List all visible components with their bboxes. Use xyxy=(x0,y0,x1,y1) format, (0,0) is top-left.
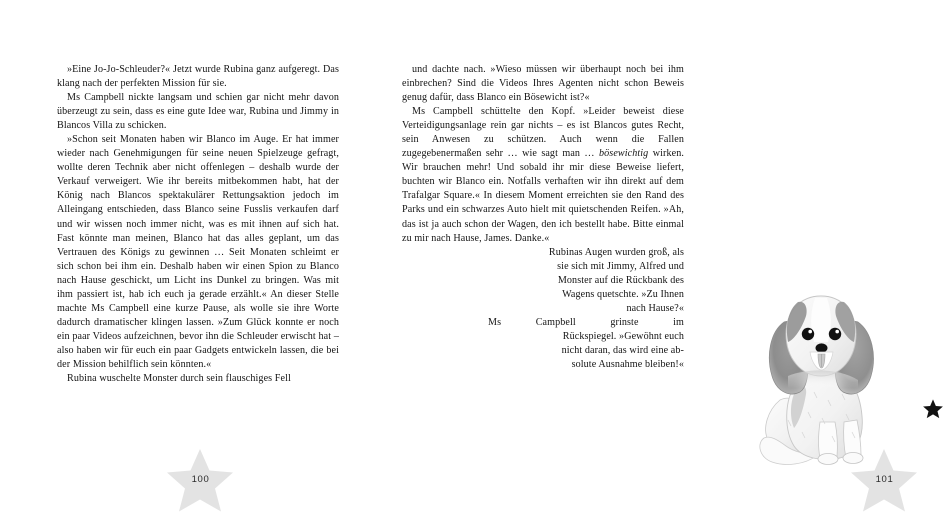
page-number-right: 101 xyxy=(875,473,894,485)
word: Ms xyxy=(488,316,502,328)
wrapped-line: nach Hause?« xyxy=(626,302,684,314)
wrapped-line: Rubinas Augen wurden groß, als xyxy=(548,246,684,258)
paragraph-part-a: Ms Campbell schüttelte den Kopf. »Leider beweist diese Verteidigungsanlage rein gar nichts – es ist Blancos gutes Recht, sein Anwesen zu schützen. Auch wenn die Fallen zugegebenermaßen sehr … wie sagt man … xyxy=(402,106,684,160)
ornament-star-icon xyxy=(922,398,944,420)
word: grinste xyxy=(610,316,639,328)
wrapped-line: solute Ausnahme bleiben!« xyxy=(571,358,684,370)
wrapped-line: sie sich mit Jimmy, Alfred und xyxy=(557,260,684,272)
paragraph: »Eine Jo-Jo-Schleuder?« Jetzt wurde Rubina ganz aufgeregt. Das klang nach der perfekten Mission für sie. xyxy=(57,64,339,90)
page-number-badge-right xyxy=(847,443,921,517)
paragraph: und dachte nach. »Wieso müssen wir überhaupt noch bei ihm einbrechen? Sind die Videos Ihres Agenten nicht schon Beweis genug dafür, dass Blanco ein Bösewicht ist?« xyxy=(402,64,684,104)
wrapped-line: Monster auf die Rückbank des xyxy=(557,274,684,286)
page-number-badge-left xyxy=(163,443,237,517)
dog-eye-left xyxy=(802,328,814,340)
paragraph: Rubina wuschelte Monster durch sein flauschiges Fell xyxy=(67,373,291,385)
dog-eye-right xyxy=(829,328,841,340)
page-left xyxy=(0,0,360,509)
emphasis-word: bösewichtig xyxy=(599,148,649,160)
page-right xyxy=(360,0,894,509)
paragraph xyxy=(402,105,684,245)
wrapped-line: Wagens quetschte. »Zu Ihnen xyxy=(562,288,684,300)
paragraph: »Schon seit Monaten haben wir Blanco im Auge. Er hat immer wieder nach Genehmigungen für seine neuen Spielzeuge gefragt, wollte deren Technik aber nicht offenlegen – deshalb wurde der Verkauf verweigert. Wie ihr bereits mitbekommen habt, hat der König nach Blancos spektakulärer Rettungsaktion jedoch im Alleingang entschieden, dass Blanco seine Fusslis verkaufen darf und wir wissen noch immer nicht, was es mit ihnen auf sich hat. Fast könnte man meinen, Blanco hat das alles geplant, um das Vertrauen des Königs zu gewinnen … Seit Monaten schleimt er sich schon bei ihm ein. Deshalb haben wir einen Spion zu Blanco nach Hause geschickt, um Licht ins Dunkel zu bringen. Was mit ihm passiert ist, hab ich euch ja gerade erzählt.« An dieser Stelle machte Ms Campbell eine kurze Pause, als wolle sie ihre Worte dadurch dramatischer klingen lassen. »Zum Glück konnte er noch ein paar Videos aufzeichnen, bevor ihn die Schleuder erwischt hat – also haben wir für euch ein paar Gadgets entwickeln lassen, die bei der Mission behilflich sein könnten.« xyxy=(57,134,339,370)
left-page-text-body xyxy=(57,63,339,386)
wrapped-line: nicht daran, das wird eine ab- xyxy=(561,344,684,356)
wrapped-line xyxy=(402,316,684,330)
page-number-left: 100 xyxy=(191,473,210,485)
wrapped-text-around-illustration xyxy=(402,246,684,372)
word: Campbell xyxy=(535,316,576,328)
paragraph-part-b: wirken. Wir brauchen mehr! Und sobald ihr mir diese Beweise liefert, buchten wir Blanco ein. Notfalls verhaften wir ihn direkt auf dem Trafalgar Square.« In diesem Moment erreichten sie den Rand des Parks und ein schwarzes Auto hielt mit quietschenden Reifen. »Ah, das ist ja auch schon der Wagen, den ich bestellt habe. Bitte einmal zu mir nach Hause, James. Danke.« xyxy=(402,148,684,244)
wrapped-line: Rückspiegel. »Gewöhnt euch xyxy=(562,330,684,342)
right-page-text-body xyxy=(402,63,684,372)
word: im xyxy=(673,316,684,328)
dog-nose xyxy=(816,343,828,352)
black-star-glyph xyxy=(922,398,944,420)
paragraph: Ms Campbell nickte langsam und schien gar nicht mehr davon überzeugt zu sein, dass es eine gute Idee war, Rubina und Jimmy in Blancos Villa zu schicken. xyxy=(57,92,339,132)
